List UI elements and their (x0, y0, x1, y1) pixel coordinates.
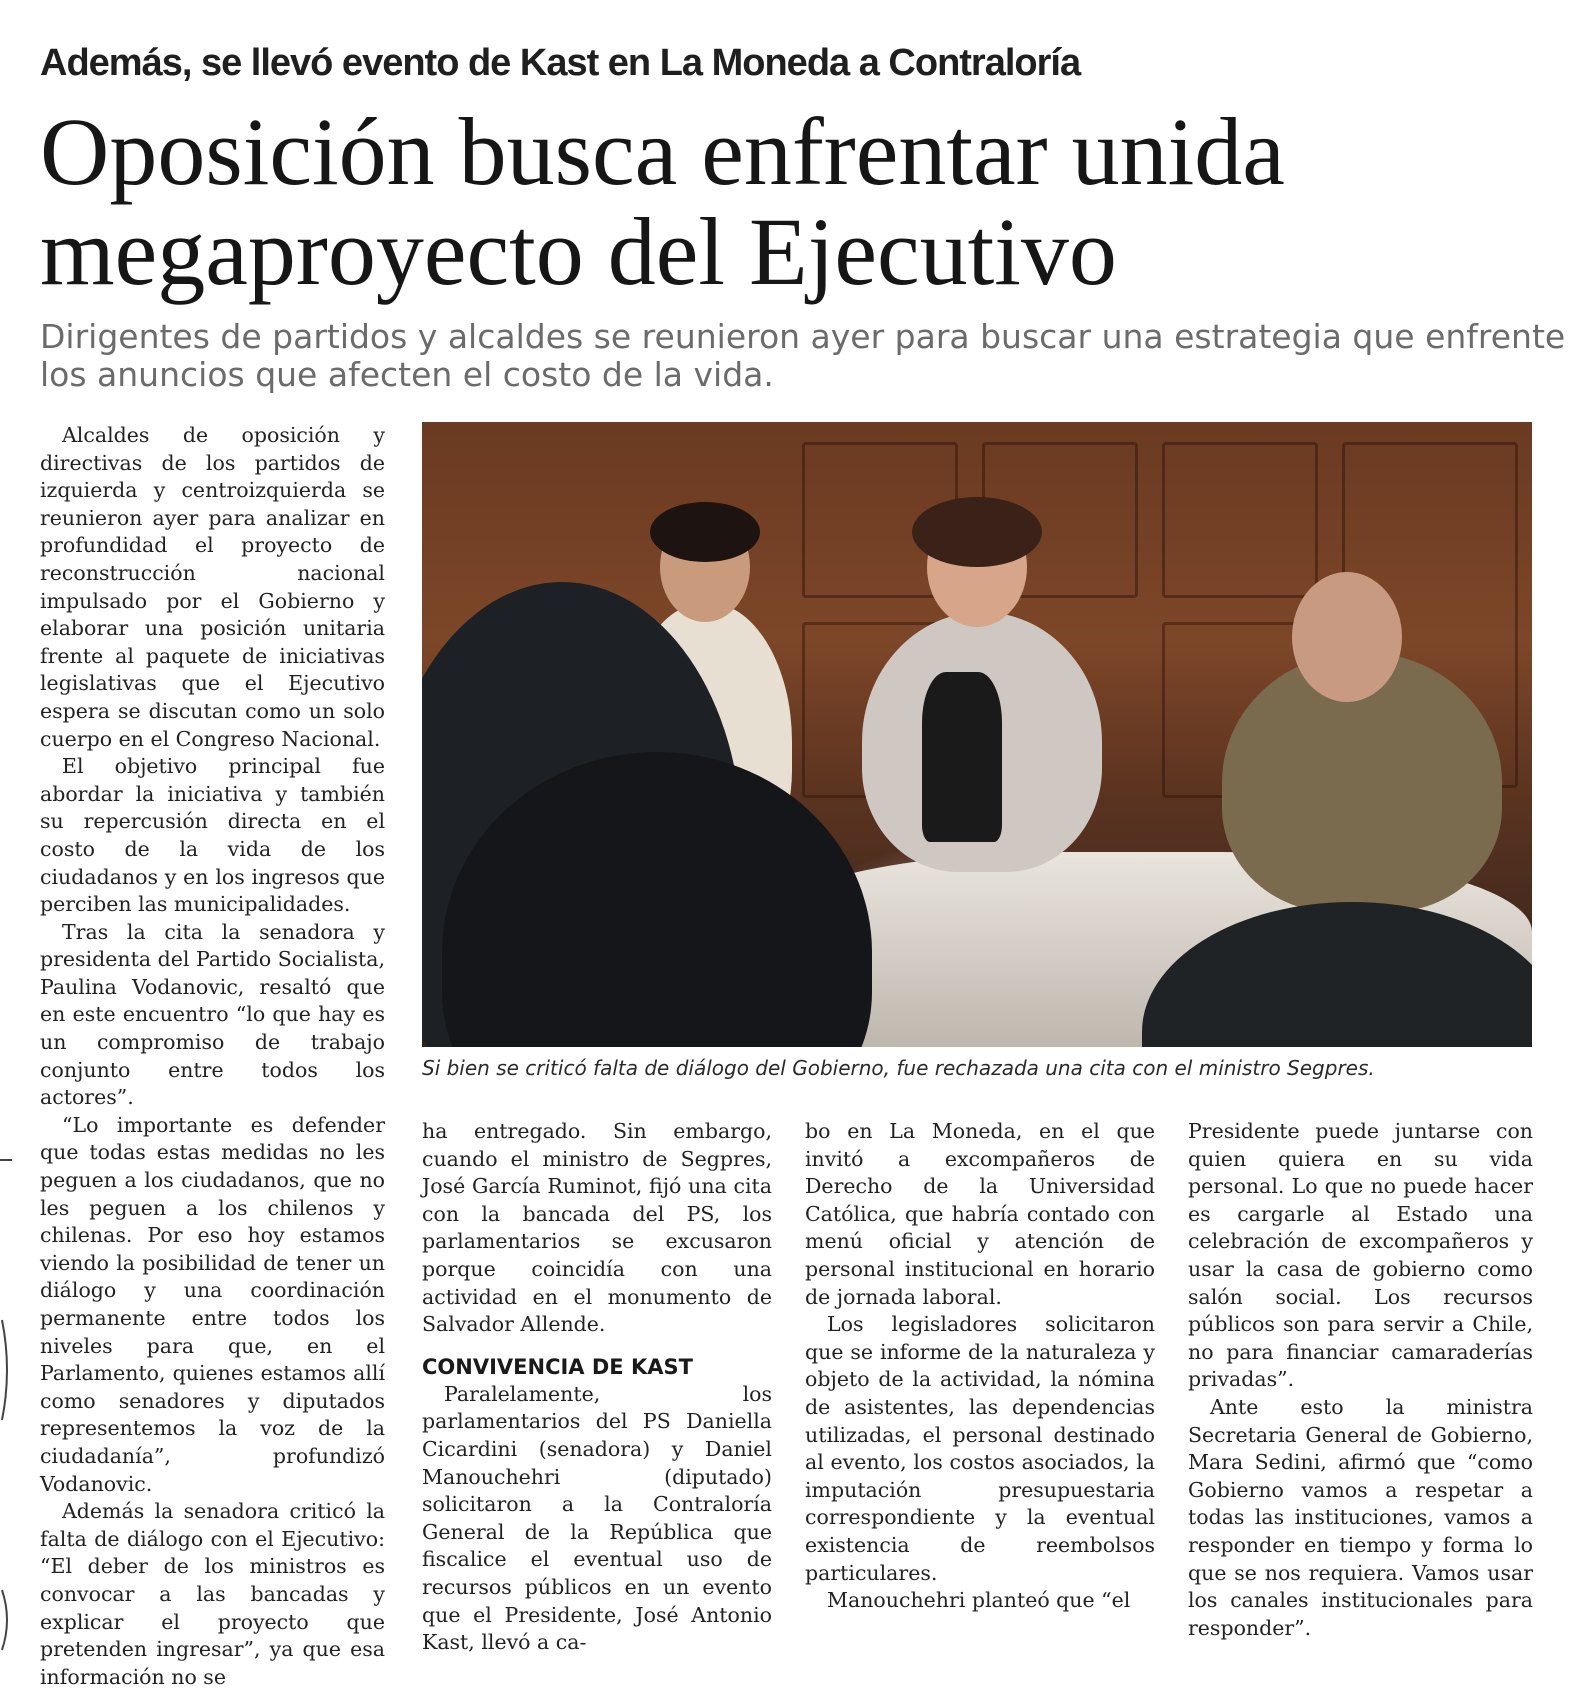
photo-caption: Si bien se criticó falta de diálogo del Gobierno, fue rechazada una cita con el ministro Segpres. (422, 1056, 1375, 1080)
paragraph: bo en La Moneda, en el que invitó a excompañeros de Derecho de la Universidad Católica, que habría contado con menú oficial y atención de personal institucional en horario de jornada laboral. (805, 1119, 1155, 1309)
person-left-hair (650, 502, 760, 562)
headline (40, 98, 1520, 305)
person-center-hair (912, 497, 1042, 567)
column-4 (1188, 1118, 1533, 1642)
paragraph: Manouchehri planteó que “el (827, 1588, 1131, 1613)
deck (40, 317, 1566, 394)
deck-line-2: los anuncios que afecten el costo de la vida. (40, 355, 774, 394)
column-1 (40, 422, 385, 1691)
subheading: CONVIVENCIA DE KAST (422, 1354, 693, 1379)
paragraph: Alcaldes de oposición y directivas de los partidos de izquierda y centroizquierda se reunieron ayer para analizar en profundidad el proyecto de reconstrucción nacional impulsado por el Gobierno y elaborar una posición unitaria frente al paquete de iniciativas legislativas que el Ejecutivo espera se discutan como un solo cuerpo en el Congreso Nacional. (40, 423, 385, 751)
deck-line-1: Dirigentes de partidos y alcaldes se reunieron ayer para buscar una estrategia que enfrente (40, 317, 1566, 356)
paragraph: Presidente puede juntarse con quien quiera en su vida personal. Lo que no puede hacer es cargarle al Estado una celebración de excompañeros y usar la casa de gobierno como salón social. Los recursos públicos son para servir a Chile, no para financiar camaraderías privadas”. (1188, 1119, 1533, 1392)
meeting-photo (422, 422, 1532, 1047)
paragraph: “Lo importante es defender que todas estas medidas no les peguen a los ciudadanos, que no les peguen a los chilenos y chilenas. Por eso hoy estamos viendo la posibilidad de tener un diálogo y una coordinación permanente entre todos los niveles para que, en el Parlamento, quienes estamos allí como senadores y diputados representemos la voz de la ciudadanía”, profundizó Vodanovic. (40, 1112, 385, 1496)
person-right-head (1292, 572, 1402, 702)
paragraph: ha entregado. Sin embargo, cuando el ministro de Segpres, José García Ruminot, fijó una cita con la bancada del PS, los parlamentarios se excusaron porque coincidía con una actividad en el monumento de Salvador Allende. (422, 1119, 772, 1337)
column-3 (805, 1118, 1155, 1615)
page-edge-marks (0, 1120, 14, 1680)
thermos (922, 672, 1002, 842)
headline-line-2: megaproyecto del Ejecutivo (40, 198, 1117, 305)
paragraph: Ante esto la ministra Secretaria General de Gobierno, Mara Sedini, afirmó que “como Gobierno vamos a respetar a todas las instituciones, vamos a responder en tiempo y forma lo que se nos requiera. Vamos usar los canales institucionales para responder”. (1188, 1394, 1533, 1640)
paragraph: Paralelamente, los parlamentarios del PS Daniella Cicardini (senadora) y Daniel Manouchehri (diputado) solicitaron a la Contraloría General de la República que fiscalice el eventual uso de recursos públicos en un evento que el Presidente, José Antonio Kast, llevó a ca- (422, 1381, 772, 1655)
paragraph: Tras la cita la senadora y presidenta del Partido Socialista, Paulina Vodanovic, resaltó que en este encuentro “lo que hay es un compromiso de trabajo conjunto entre todos los actores”. (40, 919, 385, 1110)
paragraph: El objetivo principal fue abordar la iniciativa y también su repercusión directa en el costo de la vida de los ciudadanos y en los ingresos que perciben las municipalidades. (40, 754, 385, 917)
headline-line-1: Oposición busca enfrentar unida (40, 98, 1285, 205)
column-2 (422, 1118, 772, 1657)
wood-panel (1162, 442, 1318, 598)
paragraph: Los legisladores solicitaron que se informe de la naturaleza y objeto de la actividad, la nómina de asistentes, las dependencias utilizadas, el personal destinado al evento, los costos asociados, la imputación presupuestaria correspondiente y la eventual existencia de reembolsos particulares. (805, 1312, 1155, 1585)
kicker: Además, se llevó evento de Kast en La Moneda a Contraloría (40, 42, 1081, 84)
paragraph: Además la senadora criticó la falta de diálogo con el Ejecutivo: “El deber de los ministros es convocar a las bancadas y explicar el proyecto que pretenden ingresar”, ya que esa información no se (40, 1499, 385, 1689)
